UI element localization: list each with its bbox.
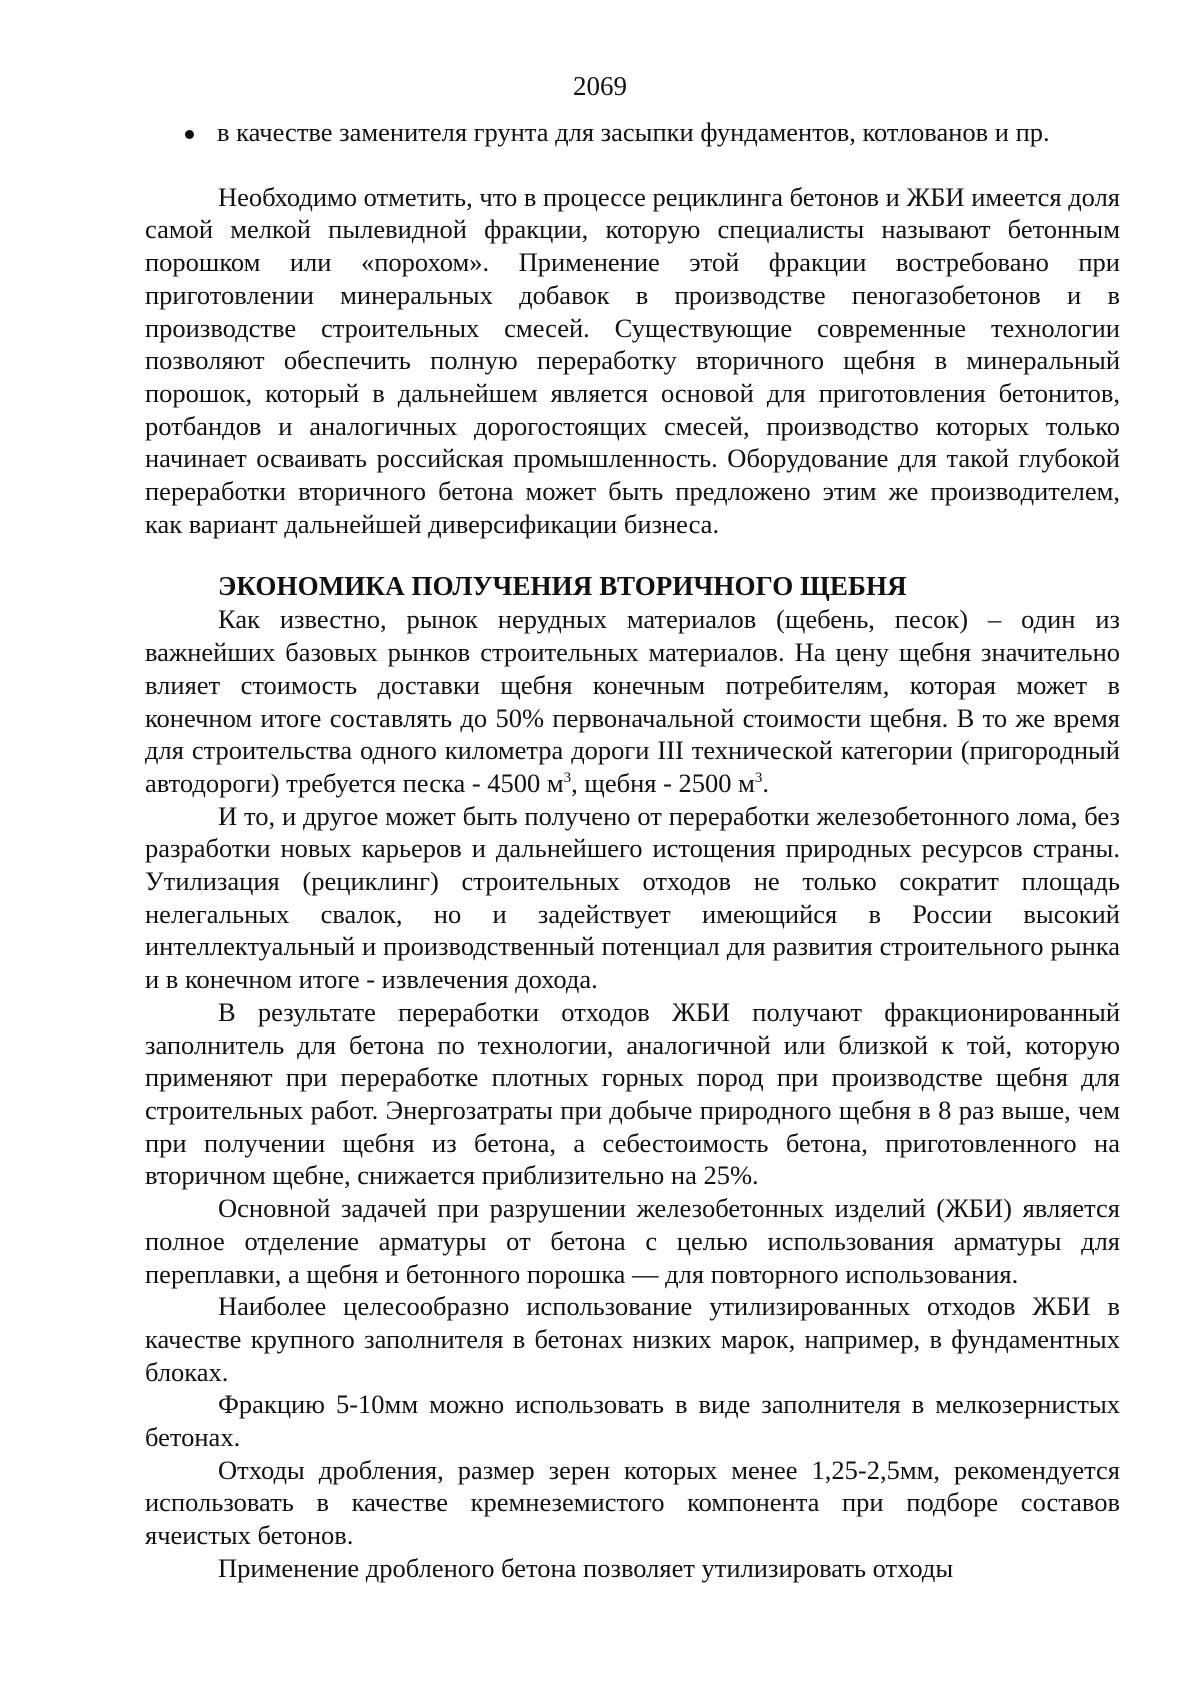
bullet-icon (185, 130, 194, 139)
intro-paragraph: Необходимо отметить, что в процессе рециклинга бетонов и ЖБИ имеется доля самой мелкой пылевидной фракции, которую специалисты называют бетонным порошком или «порохом». Применение этой фракции востребовано при приготовлении минеральных добавок в производстве пеногазобетонов и в производстве строительных смесей. Существующие современные технологии позволяют обеспечить полную переработку вторичного щебня в минеральный порошок, который в дальнейшем является основой для приготовления бетонитов, ротбандов и аналогичных дорогостоящих смесей, производство которых только начинает осваивать российская промышленность. Оборудование для такой глубокой переработки вторичного бетона может быть предложено этим же производителем, как вариант дальнейшей диверсификации бизнеса. (145, 181, 1120, 539)
paragraph: Основной задачей при разрушении железобетонных изделий (ЖБИ) является полное отделение арматуры от бетона с целью использования арматуры для переплавки, а щебня и бетонного порошка — для повторного использования. (145, 1193, 1120, 1289)
paragraph: Фракцию 5-10мм можно использовать в виде заполнителя в мелкозернистых бетонах. (145, 1389, 1120, 1453)
superscript: 3 (754, 770, 763, 787)
paragraph: Наиболее целесообразно использование утилизированных отходов ЖБИ в качестве крупного заполнителя в бетонах низких марок, например, в фундаментных блоках. (145, 1291, 1120, 1387)
bullet-text: в качестве заменителя грунта для засыпки фундаментов, котлованов и пр. (217, 117, 1050, 147)
superscript: 3 (563, 770, 572, 787)
page-number: 2069 (573, 71, 627, 101)
paragraph-text: , щебня - 2500 м (571, 767, 755, 798)
paragraph: В результате переработки отходов ЖБИ получают фракционированный заполнитель для бетона по технологии, аналогичной или близкой к той, которую применяют при переработке плотных горных пород при производстве щебня для строительных работ. Энергозатраты при добыче природного щебня в 8 раз выше, чем при получении щебня из бетона, а себестоимость бетона, приготовленного на вторичном щебне, снижается приблизительно на 25%. (145, 996, 1120, 1191)
section-heading: ЭКОНОМИКА ПОЛУЧЕНИЯ ВТОРИЧНОГО ЩЕБНЯ (218, 571, 907, 602)
section-paragraph-1 (145, 603, 1120, 799)
paragraph: Отходы дробления, размер зерен которых менее 1,25-2,5мм, рекомендуется использовать в качестве кремнеземистого компонента при подборе составов ячеистых бетонов. (145, 1454, 1120, 1551)
paragraph-text: Как известно, рынок нерудных материалов (щебень, песок) – один из важнейших базовых рынков строительных материалов. На цену щебня значительно влияет стоимость доставки щебня конечным потребителям, которая может в конечном итоге составлять до 50% первоначальной стоимости щебня. В то же время для строительства одного километра дороги III технической категории (пригородный автодороги) требуется песка - 4500 м (145, 604, 1120, 798)
paragraph: Применение дробленого бетона позволяет утилизировать отходы (218, 1552, 954, 1583)
paragraph: И то, и другое может быть получено от переработки железобетонного лома, без разработки новых карьеров и дальнейшего истощения природных ресурсов страны. Утилизация (рециклинг) строительных отходов не только сократит площадь нелегальных свалок, но и задействует имеющийся в России высокий интеллектуальный и производственный потенциал для развития строительного рынка и в конечном итоге - извлечения дохода. (145, 800, 1120, 995)
page-content (145, 116, 1120, 1585)
bullet-item (145, 116, 1120, 149)
paragraph-text: . (762, 767, 770, 798)
